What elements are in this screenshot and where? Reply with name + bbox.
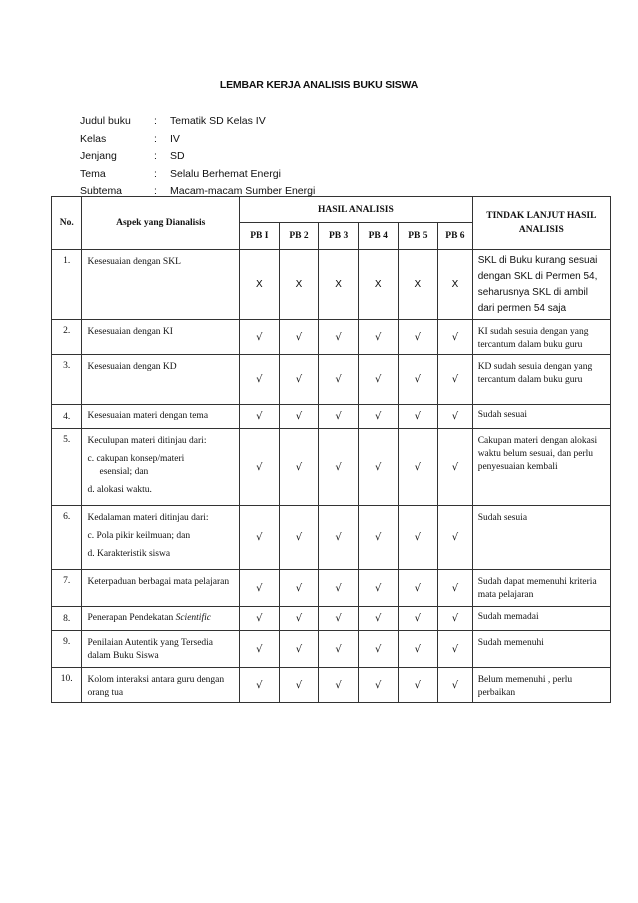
row-aspek-cell [82, 506, 240, 570]
header-pb: PB 6 [438, 223, 473, 250]
row-mark: X [438, 250, 473, 320]
meta-value: Selalu Berhemat Energi [170, 167, 281, 180]
row-mark: √ [240, 607, 280, 631]
row-mark: X [279, 250, 319, 320]
document-title: LEMBAR KERJA ANALISIS BUKU SISWA [219, 79, 419, 91]
row-mark: X [319, 250, 359, 320]
row-mark: √ [319, 631, 359, 668]
row-mark: √ [240, 320, 280, 355]
row-mark: √ [438, 355, 473, 405]
row-number: 8. [52, 607, 82, 631]
row-mark: √ [398, 631, 438, 668]
table-row [52, 506, 611, 570]
row-mark: √ [319, 506, 359, 570]
row-sub-item-a: c. Pola pikir keilmuan; dan [87, 531, 191, 541]
row-mark: √ [398, 355, 438, 405]
row-mark: √ [319, 355, 359, 405]
row-aspek: Penerapan Pendekatan Scientific [82, 607, 240, 631]
row-mark: √ [358, 320, 398, 355]
table-row [52, 429, 611, 506]
row-mark: √ [279, 607, 319, 631]
row-mark: √ [398, 405, 438, 429]
row-aspek: Kesesuaian dengan SKL [82, 250, 240, 320]
meta-value: Macam-macam Sumber Energi [170, 185, 316, 197]
meta-key: Kelas [80, 132, 107, 145]
row-mark: √ [279, 668, 319, 703]
row-mark: √ [279, 405, 319, 429]
meta-colon: : [154, 115, 157, 127]
row-mark: √ [398, 570, 438, 607]
header-no: No. [52, 197, 82, 250]
row-mark: √ [438, 631, 473, 668]
row-number: 10. [52, 668, 82, 703]
row-sub-item-a-cont: esensial; dan [99, 467, 149, 477]
row-mark: √ [398, 607, 438, 631]
row-number: 5. [52, 429, 82, 506]
row-tindak-lanjut: Sudah sesuai [472, 405, 610, 429]
row-tindak-lanjut: KD sudah sesuia dengan yang tercantum dalam buku guru [472, 355, 610, 405]
row-mark: √ [358, 405, 398, 429]
meta-colon: : [154, 167, 157, 180]
row-mark: √ [319, 320, 359, 355]
header-pb: PB 3 [319, 223, 359, 250]
row-sub-item-b: d. Karakteristik siswa [87, 549, 171, 559]
table-row [52, 570, 611, 607]
row-mark: √ [240, 631, 280, 668]
row-mark: √ [279, 355, 319, 405]
row-mark: √ [438, 506, 473, 570]
row-number: 6. [52, 506, 82, 570]
row-mark: √ [279, 429, 319, 506]
row-tindak-lanjut: Sudah memenuhi [472, 631, 610, 668]
table-row [52, 405, 611, 429]
header-pb: PB 2 [279, 223, 319, 250]
row-mark: √ [438, 570, 473, 607]
row-aspek: Keterpaduan berbagai mata pelajaran [82, 570, 240, 607]
row-mark: √ [358, 506, 398, 570]
meta-colon: : [154, 150, 157, 162]
row-mark: √ [240, 570, 280, 607]
meta-value: SD [170, 150, 185, 162]
row-mark: √ [358, 631, 398, 668]
row-mark: √ [319, 429, 359, 506]
row-mark: √ [319, 607, 359, 631]
table-row [52, 631, 611, 668]
row-mark: √ [279, 631, 319, 668]
row-mark: √ [358, 668, 398, 703]
row-mark: √ [279, 506, 319, 570]
row-mark: √ [358, 607, 398, 631]
row-aspek: Penilaian Autentik yang Tersedia dalam Buku Siswa [82, 631, 240, 668]
row-mark: √ [438, 405, 473, 429]
row-number: 2. [52, 320, 82, 355]
row-aspek: Kolom interaksi antara guru dengan orang tua [82, 668, 240, 703]
row-mark: √ [438, 668, 473, 703]
row-number: 1. [52, 250, 82, 320]
row-mark: √ [240, 668, 280, 703]
header-pb: PB 5 [398, 223, 438, 250]
row-mark: √ [398, 320, 438, 355]
row-mark: √ [438, 320, 473, 355]
row-number: 3. [52, 355, 82, 405]
row-mark: √ [358, 355, 398, 405]
row-mark: √ [398, 668, 438, 703]
row-mark: √ [240, 405, 280, 429]
meta-value: Tematik SD Kelas IV [170, 115, 266, 127]
table-row [52, 250, 611, 320]
row-mark: √ [438, 429, 473, 506]
row-tindak-lanjut: Belum memenuhi , perlu perbaikan [472, 668, 610, 703]
row-mark: √ [438, 607, 473, 631]
meta-key: Judul buku [80, 115, 131, 127]
row-mark: √ [279, 320, 319, 355]
table-row [52, 607, 611, 631]
row-mark: √ [358, 570, 398, 607]
row-aspek: Keculupan materi ditinjau dari: [87, 436, 207, 446]
row-tindak-lanjut: KI sudah sesuia dengan yang tercantum dalam buku guru [472, 320, 610, 355]
row-mark: √ [240, 429, 280, 506]
row-mark: √ [358, 429, 398, 506]
row-mark: X [358, 250, 398, 320]
row-aspek: Kesesuaian materi dengan tema [82, 405, 240, 429]
row-mark: √ [279, 570, 319, 607]
meta-colon: : [154, 132, 157, 145]
row-mark: X [240, 250, 280, 320]
table-row [52, 668, 611, 703]
header-tindak-lanjut: TINDAK LANJUT HASIL ANALISIS [472, 197, 610, 250]
row-mark: √ [240, 355, 280, 405]
row-mark: √ [398, 429, 438, 506]
row-mark: X [398, 250, 438, 320]
row-aspek-cell [82, 429, 240, 506]
header-pb: PB I [240, 223, 280, 250]
row-tindak-lanjut: SKL di Buku kurang sesuai dengan SKL di Permen 54, seharusnya SKL di ambil dari permen 54 saja [472, 250, 610, 320]
header-hasil: HASIL ANALISIS [240, 197, 473, 223]
meta-key: Jenjang [80, 150, 117, 162]
row-mark: √ [319, 405, 359, 429]
header-pb: PB 4 [358, 223, 398, 250]
header-aspek: Aspek yang Dianalisis [82, 197, 240, 250]
row-tindak-lanjut: Sudah sesuia [472, 506, 610, 570]
row-mark: √ [319, 668, 359, 703]
row-number: 7. [52, 570, 82, 607]
row-aspek: Kesesuaian dengan KD [82, 355, 240, 405]
row-mark: √ [240, 506, 280, 570]
row-number: 4. [52, 405, 82, 429]
row-tindak-lanjut: Sudah memadai [472, 607, 610, 631]
header-row [52, 197, 611, 223]
meta-colon: : [154, 185, 157, 197]
analysis-table [51, 196, 611, 703]
row-aspek: Kedalaman materi ditinjau dari: [87, 513, 209, 523]
row-mark: √ [319, 570, 359, 607]
meta-key: Subtema [80, 185, 123, 197]
meta-value: IV [170, 132, 180, 145]
table-row [52, 320, 611, 355]
row-sub-item-b: d. alokasi waktu. [87, 485, 152, 495]
row-aspek: Kesesuaian dengan KI [82, 320, 240, 355]
row-number: 9. [52, 631, 82, 668]
row-tindak-lanjut: Cakupan materi dengan alokasi waktu belum sesuai, dan perlu penyesuaian kembali [472, 429, 610, 506]
meta-key: Tema [80, 167, 106, 180]
row-sub-item-a: c. cakupan konsep/materi [87, 454, 185, 464]
row-mark: √ [398, 506, 438, 570]
row-tindak-lanjut: Sudah dapat memenuhi kriteria mata pelajaran [472, 570, 610, 607]
table-row [52, 355, 611, 405]
